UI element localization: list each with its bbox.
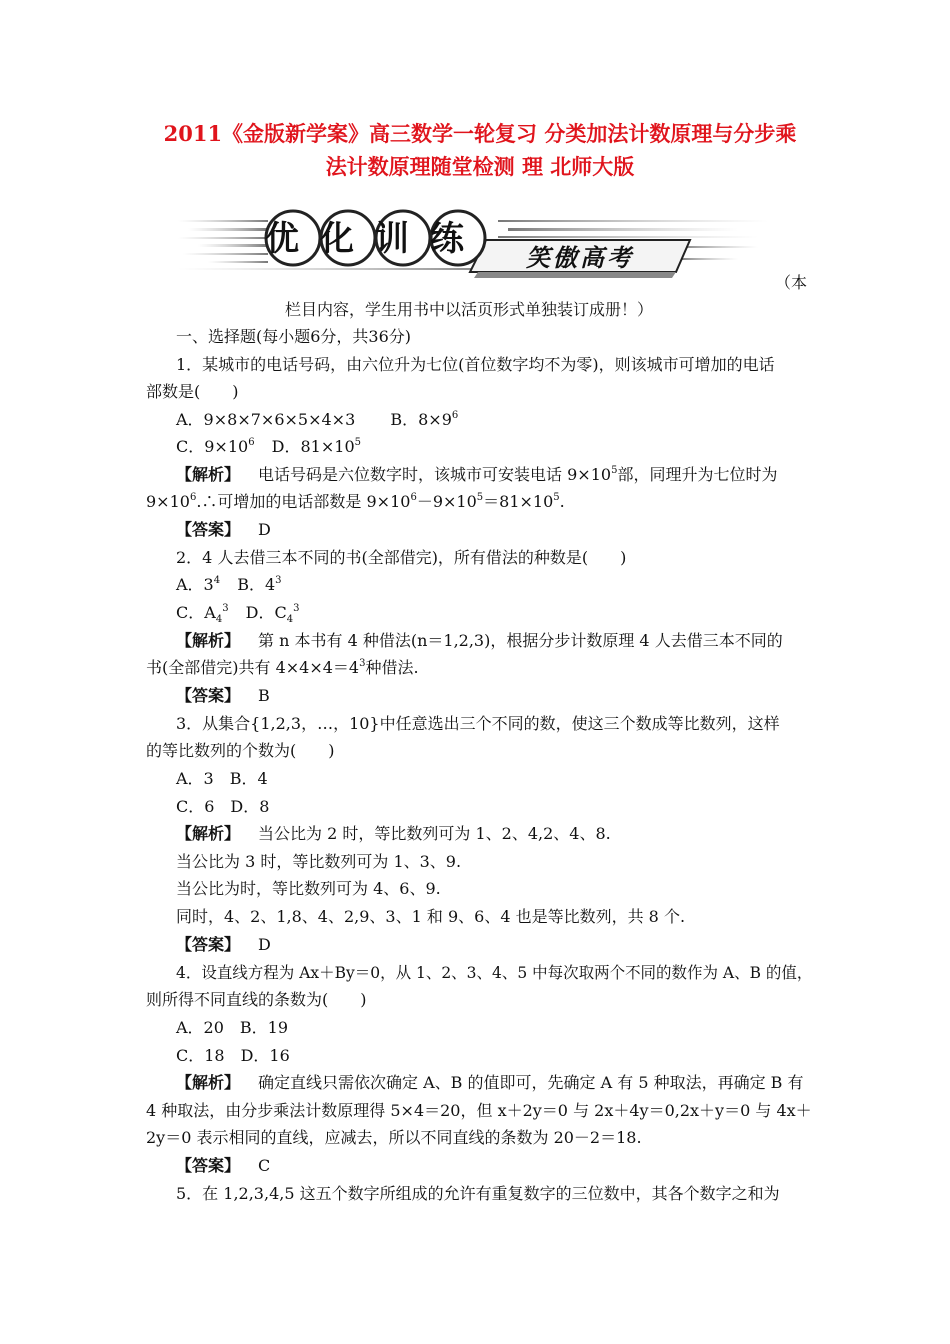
options-row: C．6 D．8 [176, 797, 270, 816]
answer-value: B [258, 686, 270, 705]
note-part-1: （本 [775, 273, 808, 292]
analysis-line: $9\times 10^6.\therefore$可增加的电话部数是 $9\times 10^6-9\times 10^5=81\times 10^5$. [146, 492, 565, 511]
option-a: A．9×8×7×6×5×4×3 [176, 410, 356, 429]
analysis-label: 【解析】 [176, 465, 241, 484]
analysis-line: 【解析】 电话号码是六位数字时，该城市可安装电话 $9\times 10^5$部，同理升为七位时为 [176, 465, 778, 484]
answer-value: D [258, 935, 271, 954]
answer-line [176, 1155, 270, 1177]
option-c: C．$9\times 10^6$ [176, 437, 255, 456]
section-heading: 一、选择题(每小题6分，共36分) [176, 327, 412, 346]
option-b: B．$8\times 9^6$ [390, 410, 459, 429]
option-d: D．$81\times 10^5$ [271, 437, 362, 456]
analysis-label: 【解析】 [176, 631, 241, 650]
options-row: C．18 D．16 [176, 1046, 290, 1065]
option-d: D．$C_4^3$ [245, 603, 300, 626]
title-line-2: 法计数原理随堂检测 理 北师大版 [325, 154, 635, 179]
analysis-line: 同时，4、2、1,8、4、2,9、3、1 和 9、6、4 也是等比数列，共 8 个. [176, 907, 686, 926]
question-stem: 则所得不同直线的条数为( ) [146, 990, 367, 1009]
title-line-1: 2011《金版新学案》高三数学一轮复习 分类加法计数原理与分步乘 [163, 121, 797, 146]
question-stem: 部数是( ) [146, 382, 239, 401]
option-c: C．$A_4^3$ [176, 603, 229, 626]
answer-label: 【答案】 [176, 1156, 241, 1175]
analysis-line: 书(全部借完)共有 $4\times 4\times 4=4^3$种借法. [146, 658, 419, 677]
option-a: A．$3^4$ [176, 575, 221, 594]
analysis-line: 【解析】 确定直线只需依次确定 A、B 的值即可，先确定 A 有 5 种取法，再确定 B 有 [176, 1073, 804, 1092]
answer-line [176, 685, 270, 707]
options-row: A．3 B．4 [176, 769, 268, 788]
options-row [176, 409, 458, 431]
banner-graphic [178, 206, 768, 282]
options-row: A．20 B．19 [176, 1018, 289, 1037]
answer-line [176, 934, 271, 956]
analysis-line: 2y＝0 表示相同的直线，应减去，所以不同直线的条数为 20－2＝18. [146, 1128, 642, 1147]
answer-line [176, 519, 271, 541]
analysis-line: 【解析】 当公比为 2 时，等比数列可为 1、2、4,2、4、8. [176, 824, 611, 843]
question-stem: 4．设直线方程为 Ax＋By＝0，从 1、2、3、4、5 中每次取两个不同的数作为 A、B 的值， [176, 963, 813, 982]
answer-value: C [258, 1156, 271, 1175]
banner-right-text: 笑傲高考 [526, 243, 634, 272]
banner-left-text: 优化训练 [265, 219, 485, 259]
options-row [176, 574, 282, 596]
analysis-line: 当公比为 3 时，等比数列可为 1、3、9. [176, 852, 462, 871]
analysis-label: 【解析】 [176, 824, 241, 843]
answer-label: 【答案】 [176, 686, 241, 705]
note-part-2: 栏目内容，学生用书中以活页形式单独装订成册！） [285, 300, 654, 319]
question-stem: 3．从集合{1,2,3，…，10}中任意选出三个不同的数，使这三个数成等比数列，这样 [176, 714, 780, 733]
answer-value: D [258, 520, 271, 539]
option-b: B．$4^3$ [237, 575, 282, 594]
analysis-label: 【解析】 [176, 1073, 241, 1092]
question-stem: 的等比数列的个数为( ) [146, 741, 335, 760]
answer-label: 【答案】 [176, 520, 241, 539]
options-row [176, 602, 299, 624]
analysis-line: 当公比为时，等比数列可为 4、6、9. [176, 879, 441, 898]
question-stem: 1．某城市的电话号码，由六位升为七位(首位数字均不为零)，则该城市可增加的电话 [176, 355, 775, 374]
analysis-line: 【解析】 第 n 本书有 4 种借法(n＝1,2,3)，根据分步计数原理 4 人去借三本不同的 [176, 631, 783, 650]
analysis-line: 4 种取法，由分步乘法计数原理得 5×4＝20，但 x＋2y＝0 与 2x＋4y＝0,2x＋y＝0 与 4x＋ [146, 1101, 812, 1120]
question-stem: 2．4 人去借三本不同的书(全部借完)，所有借法的种数是( ) [176, 548, 627, 567]
options-row [176, 436, 361, 458]
question-stem: 5．在 1,2,3,4,5 这五个数字所组成的允许有重复数字的三位数中，其各个数字之和为 [176, 1184, 780, 1203]
answer-label: 【答案】 [176, 935, 241, 954]
